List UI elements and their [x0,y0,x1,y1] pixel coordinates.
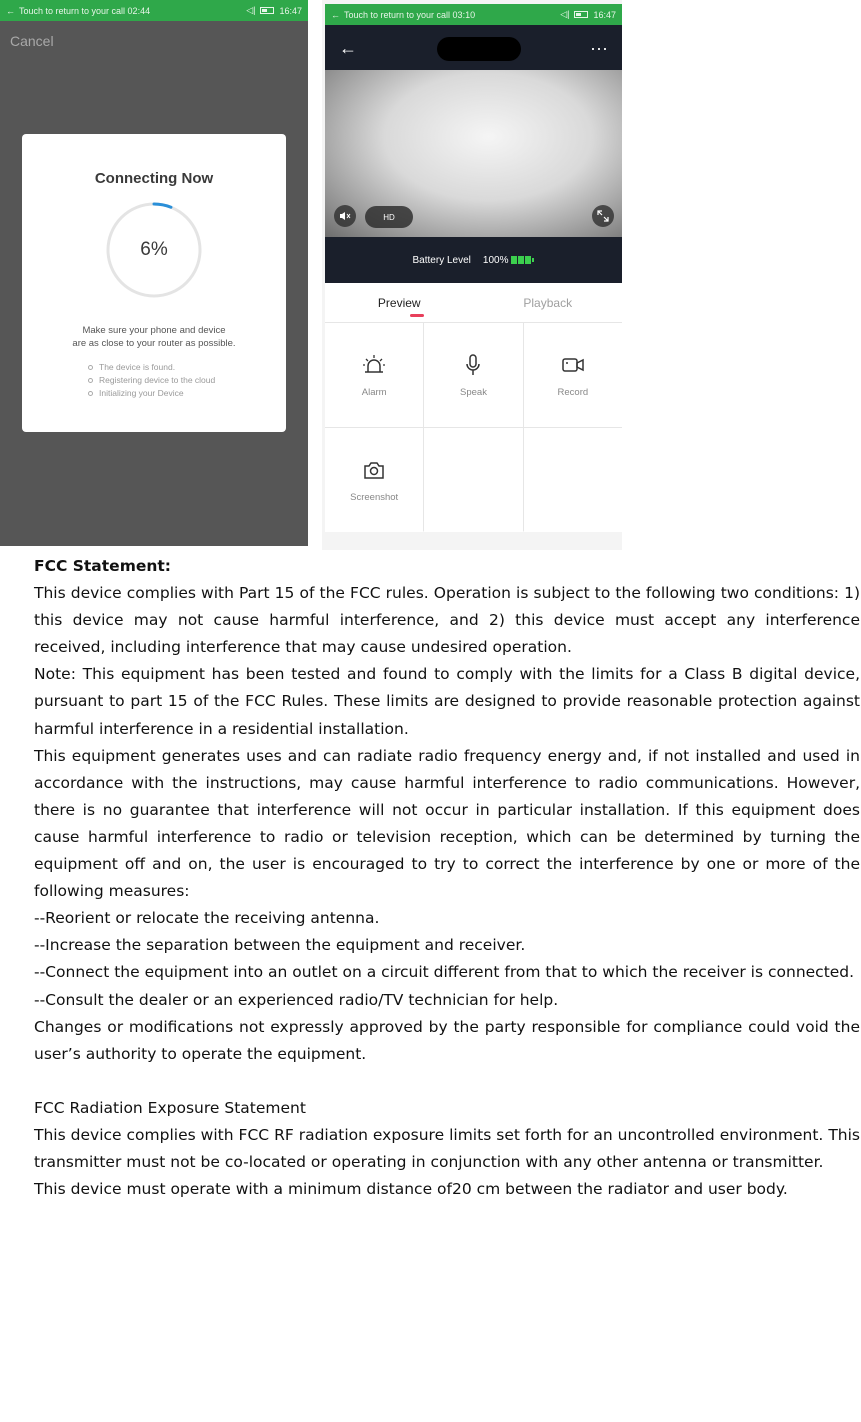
alarm-button[interactable] [325,323,423,427]
battery-bar [325,237,622,283]
vibrate-icon: ◁| [560,9,570,19]
step-text: Registering device to the cloud [99,375,216,385]
empty-cell [524,428,622,532]
status-time: 16:47 [593,9,616,20]
speak-label: Speak [460,386,487,398]
measure-item: --Increase the separation between the equipment and receiver. [34,936,526,955]
paragraph: This device must operate with a minimum distance of20 cm between the radiator and user body. [34,1180,788,1199]
video-camera-icon [561,353,585,377]
record-button[interactable] [524,323,622,427]
cancel-button[interactable]: Cancel [10,33,54,49]
call-return-text: Touch to return to your call 03:10 [344,9,476,20]
paragraph: Note: This equipment has been tested and found to comply with the limits for a Class B digital device, pursuant to part 15 of the FCC Rules. These limits are designed to provide reasonable protection against harmful interference in a residential installation. [34,665,860,738]
more-icon[interactable]: ··· [590,37,608,58]
battery-value: 100% [482,254,509,266]
redacted-device-name [437,37,521,61]
back-icon[interactable]: ← [339,37,357,58]
list-item [88,361,215,374]
alarm-icon [362,353,386,377]
alarm-label: Alarm [361,386,387,398]
tab-bar [325,283,622,323]
camera-preview-screenshot [322,0,622,550]
dialog-title: Connecting Now [94,170,214,187]
connecting-screenshot [0,0,308,546]
record-label: Record [557,386,589,398]
progress-percent: 6% [140,239,168,260]
step-dot-icon [88,365,93,370]
step-dot-icon [88,391,93,396]
tab-indicator [410,314,424,317]
measure-item: --Consult the dealer or an experienced radio/TV technician for help. [34,990,559,1009]
fcc-document [34,553,860,1203]
microphone-icon [461,353,485,377]
step-text: Initializing your Device [99,388,184,398]
paragraph: This device complies with Part 15 of the FCC rules. Operation is subject to the following two conditions: 1) this device may not cause harmful interference, and 2) this device must accept any interference received, including interference that may cause undesired operation. [34,584,860,657]
status-time: 16:47 [279,5,302,16]
mute-icon[interactable] [334,205,356,227]
battery-icon [574,11,588,18]
measure-item: --Connect the equipment into an outlet on a circuit different from that to which the receiver is connected. [34,963,855,982]
step-text: The device is found. [99,362,176,372]
paragraph: This equipment generates uses and can radiate radio frequency energy and, if not installed and used in accordance with the instructions, may cause harmful interference to radio communications. However, there is no guarantee that interference will not occur in particular installation. If this equipment does cause harmful interference to radio or television reception, which can be determined by turning the equipment off and on, the user is encouraged to try to correct the interference by one or more of the following measures: [34,746,860,901]
screenshot-label: Screenshot [350,491,399,503]
hint-line-1: Make sure your phone and device [82,325,226,336]
tab-playback[interactable]: Playback [523,296,573,310]
measure-item: --Reorient or relocate the receiving antenna. [34,909,380,928]
battery-level-icon [511,256,534,264]
empty-cell [424,428,522,532]
call-return-text: Touch to return to your call 02:44 [19,5,151,16]
video-view[interactable] [325,70,622,237]
paragraph: This device complies with FCC RF radiation exposure limits set forth for an uncontrolled environment. This transmitter must not be co-located or operating in conjunction with any other antenna or transmitter. [34,1125,860,1171]
function-grid [325,323,622,531]
battery-icon [260,7,274,14]
fcc-heading: FCC Statement: [34,557,171,575]
speak-button[interactable] [424,323,522,427]
hint-line-2: are as close to your router as possible. [72,338,236,349]
call-status-bar[interactable] [325,4,622,25]
call-status-bar[interactable] [0,0,308,21]
battery-label: Battery Level [412,254,471,266]
screenshot-button[interactable] [325,428,423,532]
fullscreen-icon[interactable] [592,205,614,227]
spacer [34,1068,860,1095]
list-item [88,374,215,387]
list-item [88,387,215,400]
connecting-dialog [22,134,286,432]
step-list [88,361,215,400]
hd-button[interactable]: HD [365,206,413,228]
back-arrow-icon: ← [6,5,15,16]
paragraph: Changes or modifications not expressly approved by the party responsible for compliance could void the user’s authority to operate the equipment. [34,1017,860,1063]
camera-icon [362,458,386,482]
radiation-heading: FCC Radiation Exposure Statement [34,1098,306,1117]
back-arrow-icon: ← [331,9,340,20]
tab-preview[interactable]: Preview [377,296,421,310]
step-dot-icon [88,378,93,383]
connect-hint [22,324,286,350]
vibrate-icon: ◁| [246,5,256,15]
